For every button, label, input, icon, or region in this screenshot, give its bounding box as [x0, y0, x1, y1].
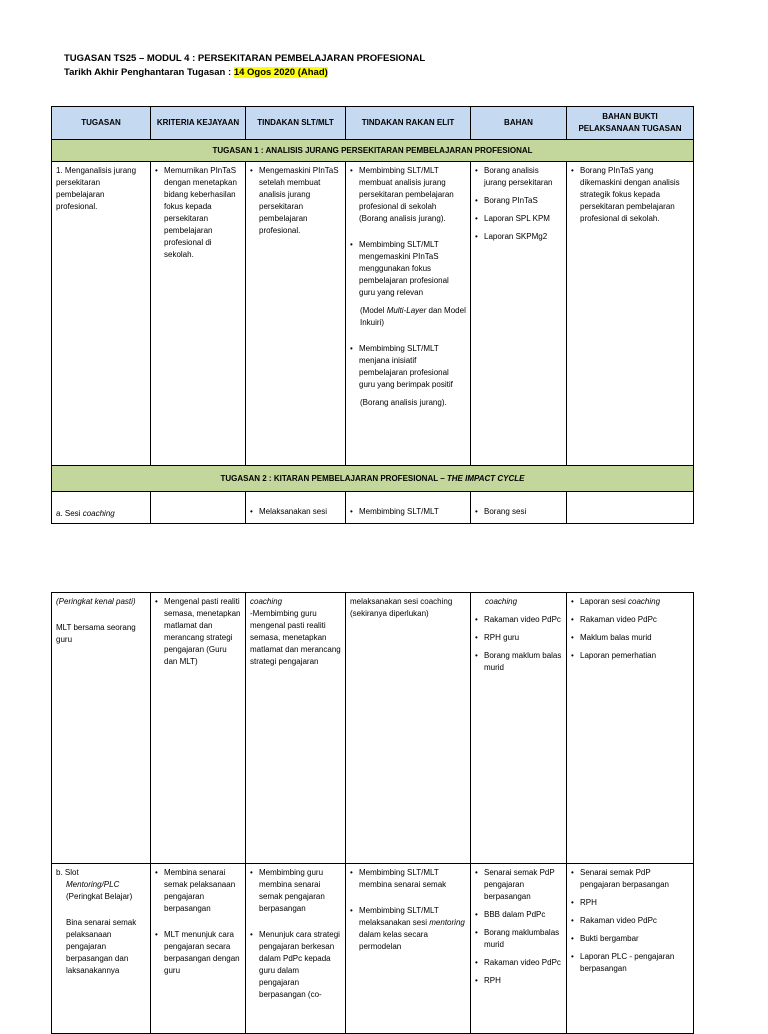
row1-slt: • Mengemaskini PInTaS setelah membuat analisis jurang persekitaran pembelajaran profesional.: [250, 165, 341, 237]
row1-elit-2: • Membimbing SLT/MLT mengemaskini PInTaS menggunakan fokus pembelajaran profesional guru yang relevan: [350, 239, 466, 299]
row3-tugasan-b: Mentoring/PLC: [66, 880, 120, 889]
deadline-value: 14 Ogos 2020 (Ahad): [233, 67, 328, 78]
row3-bahan-1: • Senarai semak PdP pengajaran berpasangan: [475, 867, 562, 903]
table-row: [52, 492, 694, 524]
row3-bahan-5: • RPH: [475, 975, 562, 987]
row3-kriteria-1: • Membina senarai semak pelaksanaan pengajaran berpasangan: [155, 867, 241, 915]
row3-tugasan-c: (Peringkat Belajar): [66, 892, 133, 901]
row2-cont-bahan-4: • Borang maklum balas murid: [475, 650, 562, 674]
row1-bahan-4: • Laporan SKPMg2: [475, 231, 562, 243]
row1-tugasan: 1. Menganalisis jurang persekitaran pembelajaran profesional.: [56, 166, 137, 211]
row2-cont-elit: melaksanakan sesi coaching (sekiranya diperlukan): [350, 597, 453, 618]
row1-bukti: • Borang PInTaS yang dikemaskini dengan analisis strategik fokus kepada persekitaran pembelajaran profesional di sekolah.: [571, 165, 689, 225]
row2-tugasan: a. Sesi coaching: [56, 509, 115, 518]
row2-cont-tugasan-1: (Peringkat kenal pasti): [56, 597, 136, 606]
col-header-kriteria: KRITERIA KEJAYAAN: [151, 107, 246, 140]
row2-cont-bukti-4: • Laporan pemerhatian: [571, 650, 689, 662]
row3-bukti-2: • RPH: [571, 897, 689, 909]
row3-bahan-2: • BBB dalam PdPc: [475, 909, 562, 921]
row3-bukti-4: • Bukti bergambar: [571, 933, 689, 945]
row1-bahan-3: • Laporan SPL KPM: [475, 213, 562, 225]
row2-cont-slt-2: -Membimbing guru mengenal pasti realiti semasa, menetapkan matlamat dan merancang strategi pengajaran: [250, 609, 341, 666]
row1-bahan-1: • Borang analisis jurang persekitaran: [475, 165, 562, 189]
section-header-tugasan-2: TUGASAN 2 : KITARAN PEMBELAJARAN PROFESIONAL – THE IMPACT CYCLE: [52, 466, 694, 492]
row3-tugasan-d: Bina senarai semak pelaksanaan pengajaran berpasangan dan laksanakannya: [66, 918, 137, 975]
row3-bukti-1: • Senarai semak PdP pengajaran berpasangan: [571, 867, 689, 891]
col-header-tugasan: TUGASAN: [52, 107, 151, 140]
row2-cont-bukti-1: • Laporan sesi coaching: [571, 596, 689, 608]
row3-tugasan-a: b. Slot: [56, 868, 79, 877]
row1-elit-2-note: (Model Multi-Layer dan Model Inkuiri): [360, 306, 466, 327]
row1-elit-3: • Membimbing SLT/MLT menjana inisiatif pembelajaran profesional guru yang berimpak positif: [350, 343, 466, 391]
section-header-tugasan-1: TUGASAN 1 : ANALISIS JURANG PERSEKITARAN PEMBELAJARAN PROFESIONAL: [52, 140, 694, 162]
table-row: [52, 162, 694, 466]
row2-slt: • Melaksanakan sesi: [250, 506, 341, 518]
col-header-bahan: BAHAN: [471, 107, 567, 140]
row3-slt-2: • Menunjuk cara strategi pengajaran berkesan dalam PdPc kepada guru dalam pengajaran berpasangan (co-: [250, 929, 341, 1001]
row3-elit-1: • Membimbing SLT/MLT membina senarai semak: [350, 867, 466, 891]
row3-kriteria-2: • MLT menunjuk cara pengajaran secara berpasangan dengan guru: [155, 929, 241, 977]
task-table-part2: [51, 592, 694, 1034]
row2-cont-kriteria: • Mengenal pasti realiti semasa, menetapkan matlamat dan merancang strategi pengajaran (Guru dan MLT): [155, 596, 241, 668]
row2-bahan: • Borang sesi: [475, 506, 562, 518]
row2-cont-bukti-3: • Maklum balas murid: [571, 632, 689, 644]
task-table-part1: [51, 106, 694, 524]
row2-cont-slt-1: coaching: [250, 597, 283, 606]
row2-cont-tugasan-2: MLT bersama seorang guru: [56, 623, 136, 644]
row3-bahan-3: • Borang maklumbalas murid: [475, 927, 562, 951]
row1-elit-3-note: (Borang analisis jurang).: [360, 398, 447, 407]
document-title: TUGASAN TS25 – MODUL 4 : PERSEKITARAN PEMBELAJARAN PROFESIONAL: [64, 53, 426, 64]
row3-elit-2: • Membimbing SLT/MLT melaksanakan sesi mentoring dalam kelas secara permodelan: [350, 905, 466, 953]
page-header: [64, 52, 425, 80]
deadline-label: Tarikh Akhir Penghantaran Tugasan :: [64, 67, 232, 78]
row3-bahan-4: • Rakaman video PdPc: [475, 957, 562, 969]
row3-slt-1: • Membimbing guru membina senarai semak pengajaran berpasangan: [250, 867, 341, 915]
col-header-bukti: BAHAN BUKTI PELAKSANAAN TUGASAN: [567, 107, 694, 140]
row2-elit: • Membimbing SLT/MLT: [350, 506, 466, 518]
row2-cont-bahan-1: coaching: [485, 597, 518, 606]
row2-cont-bahan-3: • RPH guru: [475, 632, 562, 644]
table-row: [52, 593, 694, 864]
row1-elit-1: • Membimbing SLT/MLT membuat analisis jurang persekitaran pembelajaran profesional di sekolah (Borang analisis jurang).: [350, 165, 466, 225]
col-header-elit: TINDAKAN RAKAN ELIT: [346, 107, 471, 140]
deadline-line: [64, 66, 425, 80]
row1-kriteria: • Memurnikan PInTaS dengan menetapkan bidang keberhasilan fokus kepada persekitaran pembelajaran profesional di sekolah.: [155, 165, 241, 261]
row3-bukti-5: • Laporan PLC - pengajaran berpasangan: [571, 951, 689, 975]
row2-cont-bahan-2: • Rakaman video PdPc: [475, 614, 562, 626]
row2-cont-bukti-2: • Rakaman video PdPc: [571, 614, 689, 626]
table-row: [52, 864, 694, 1034]
row1-bahan-2: • Borang PInTaS: [475, 195, 562, 207]
col-header-slt: TINDAKAN SLT/MLT: [246, 107, 346, 140]
row3-bukti-3: • Rakaman video PdPc: [571, 915, 689, 927]
